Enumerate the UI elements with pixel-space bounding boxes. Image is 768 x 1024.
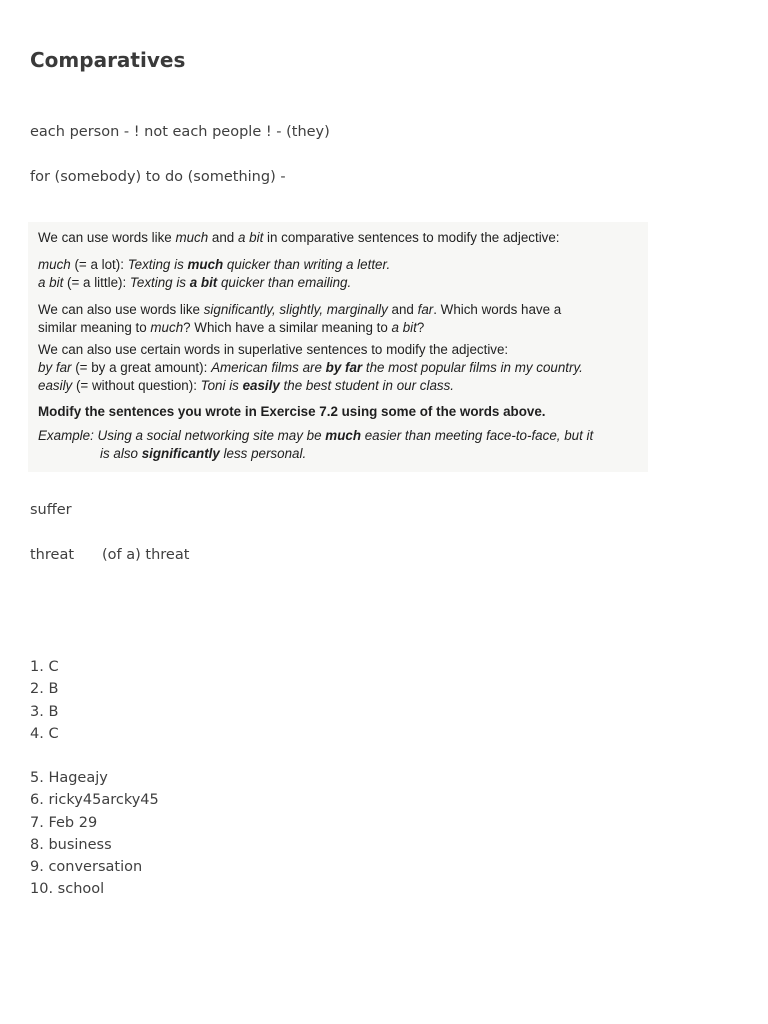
excerpt-example-line-2: is also significantly less personal. (100, 446, 307, 461)
excerpt-intro: We can use words like much and a bit in comparative sentences to modify the adjective: (38, 230, 560, 245)
excerpt-modifiers-question-2: similar meaning to much? Which have a similar meaning to a bit? (38, 320, 425, 335)
answer-item: 5. Hageajy (30, 770, 108, 786)
excerpt-a-bit-example: a bit (= a little): Texting is a bit quicker than emailing. (38, 275, 352, 290)
excerpt-much-example: much (= a lot): Texting is much quicker than writing a letter. (38, 257, 391, 272)
answer-item: 9. conversation (30, 859, 143, 876)
excerpt-task: Modify the sentences you wrote in Exercise 7.2 using some of the words above. (38, 404, 546, 419)
vocab-threat (30, 545, 189, 565)
excerpt-superlative-intro: We can also use certain words in superlative sentences to modify the adjective: (38, 342, 509, 357)
answer-item: 6. ricky45arcky45 (30, 792, 159, 809)
excerpt-by-far-example: by far (= by a great amount): American films are by far the most popular films in my country. (38, 360, 583, 375)
answers-list-1 (30, 656, 59, 745)
answer-item: 7. Feb 29 (30, 814, 98, 831)
answer-item: 4. C (30, 725, 59, 742)
textbook-excerpt-image (28, 222, 648, 472)
answers-list-2 (30, 767, 159, 901)
note-for-somebody: for (somebody) to do (something) - (30, 169, 286, 185)
vocab-suffer: suffer (30, 502, 72, 518)
page-title: Comparatives (30, 48, 186, 72)
excerpt-modifiers-question-1: We can also use words like significantly, slightly, marginally and far. Which words have a (38, 302, 562, 317)
vocab-threat-note: (of a) threat (102, 547, 190, 563)
vocab-threat-word: threat (30, 547, 75, 563)
excerpt-example-line-1: Example: Using a social networking site may be much easier than meeting face-to-face, but it (38, 428, 594, 443)
excerpt-easily-example: easily (= without question): Toni is easily the best student in our class. (38, 378, 455, 393)
note-each-person: each person - ! not each people ! - (they) (30, 124, 330, 140)
answer-item: 10. school (30, 881, 105, 898)
answer-item: 2. B (30, 681, 59, 698)
answer-item: 8. business (30, 836, 112, 853)
answer-item: 3. B (30, 703, 59, 720)
answer-item: 1. C (30, 659, 59, 675)
